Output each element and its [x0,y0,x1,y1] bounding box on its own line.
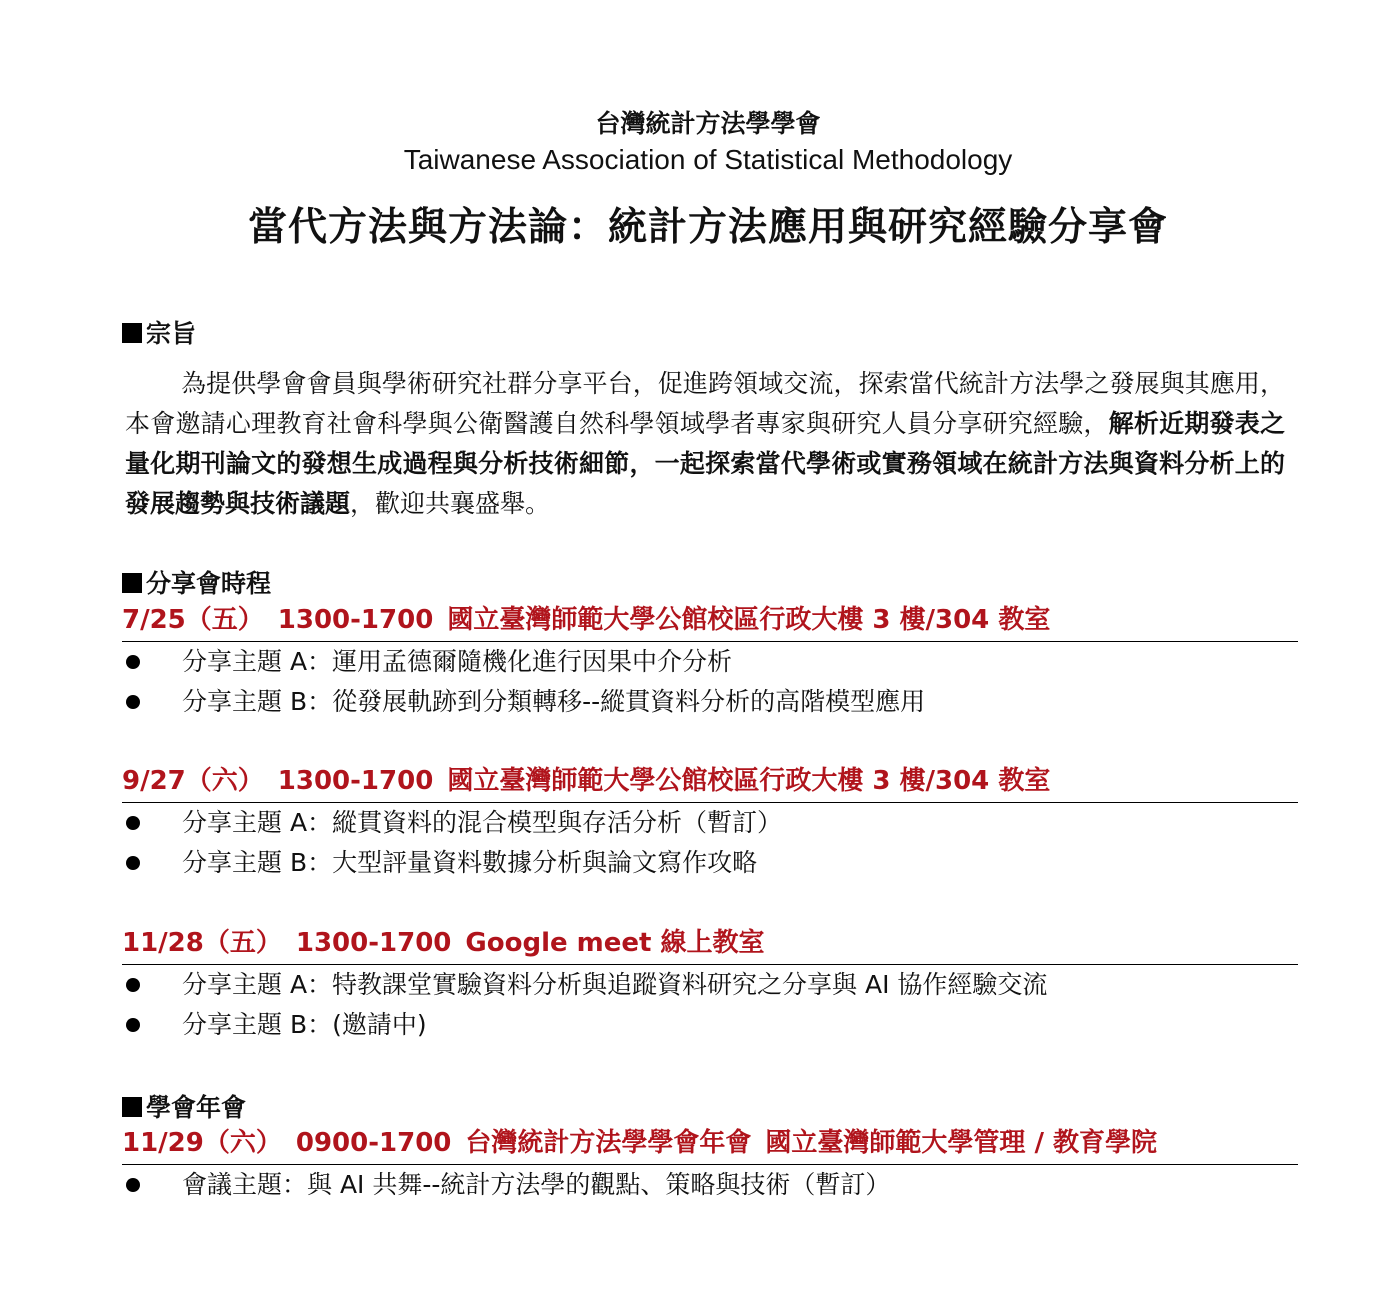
bullet-icon [126,695,140,709]
list-item [122,803,1298,843]
topic-text: 分享主題 A：特教課堂實驗資料分析與追蹤資料研究之分享與 AI 協作經驗交流 [182,970,1048,999]
topic-text: 分享主題 B：從發展軌跡到分類轉移--縱貫資料分析的高階模型應用 [182,687,926,716]
session-date: 9/27（六） [122,766,264,796]
purpose-text-bold: 解析近期發表之量化期刊論文的發想生成過程與分析技術細節，一起探索當代學術或實務領域在統計方法與資料分析上的發展趨勢與技術議題 [125,409,1285,518]
session-block [122,922,1298,1045]
bullet-icon [126,1018,140,1032]
bullet-icon [126,856,140,870]
bullet-icon [126,655,140,669]
topic-text: 分享主題 B：大型評量資料數據分析與論文寫作攻略 [182,848,758,877]
annual-time: 0900-1700 [295,1128,452,1158]
session-block [122,760,1298,883]
bullet-icon [126,816,140,830]
purpose-text-1: 為提供學會會員與學術研究社群分享平台，促進跨領域交流，探索當代統計方法學之發展與其應用，本會邀請心理教育社會科學與公衛醫護自然科學領域學者專家與研究人員分享研究經驗， [125,369,1285,438]
session-header [122,760,1298,803]
list-item [122,843,1298,883]
session-venue: 國立臺灣師範大學公館校區行政大樓 3 樓/304 教室 [447,605,1051,635]
list-item [122,1005,1298,1045]
annual-date: 11/29（六） [122,1128,282,1158]
session-venue: 國立臺灣師範大學公館校區行政大樓 3 樓/304 教室 [447,766,1051,796]
schedule-heading [122,564,271,600]
square-bullet-icon [122,573,142,593]
annual-block [122,1122,1298,1205]
schedule-heading-label: 分享會時程 [146,569,272,598]
list-item [122,965,1298,1005]
annual-venue: 國立臺灣師範大學管理 / 教育學院 [765,1128,1158,1158]
square-bullet-icon [122,323,142,343]
session-time: 1300-1700 [277,766,434,796]
topic-text: 分享主題 B：(邀請中) [182,1010,427,1039]
annual-heading [122,1088,246,1124]
org-name-zh: 台灣統計方法學學會 [595,109,821,138]
session-header [122,922,1298,965]
org-name-en: Taiwanese Association of Statistical Methodology [403,144,1013,175]
session-block [122,599,1298,722]
topic-text: 會議主題：與 AI 共舞--統計方法學的觀點、策略與技術（暫訂） [182,1170,891,1199]
annual-header [122,1122,1298,1165]
annual-event: 台灣統計方法學學會年會 [465,1128,752,1158]
list-item [122,682,1298,722]
session-time: 1300-1700 [277,605,434,635]
list-item [122,1165,1298,1205]
purpose-heading [122,314,196,350]
square-bullet-icon [122,1097,142,1117]
session-header [122,599,1298,642]
session-date: 7/25（五） [122,605,264,635]
bullet-icon [126,978,140,992]
bullet-icon [126,1178,140,1192]
session-time: 1300-1700 [295,928,452,958]
purpose-heading-label: 宗旨 [146,319,197,348]
page-title: 當代方法與方法論：統計方法應用與研究經驗分享會 [247,205,1168,250]
purpose-paragraph [125,364,1285,524]
session-venue: Google meet 線上教室 [465,928,765,958]
purpose-text-2: ，歡迎共襄盛舉。 [350,489,551,518]
topic-text: 分享主題 A：運用孟德爾隨機化進行因果中介分析 [182,647,733,676]
topic-text: 分享主題 A：縱貫資料的混合模型與存活分析（暫訂） [182,808,783,837]
session-date: 11/28（五） [122,928,282,958]
annual-heading-label: 學會年會 [146,1093,247,1122]
list-item [122,642,1298,682]
